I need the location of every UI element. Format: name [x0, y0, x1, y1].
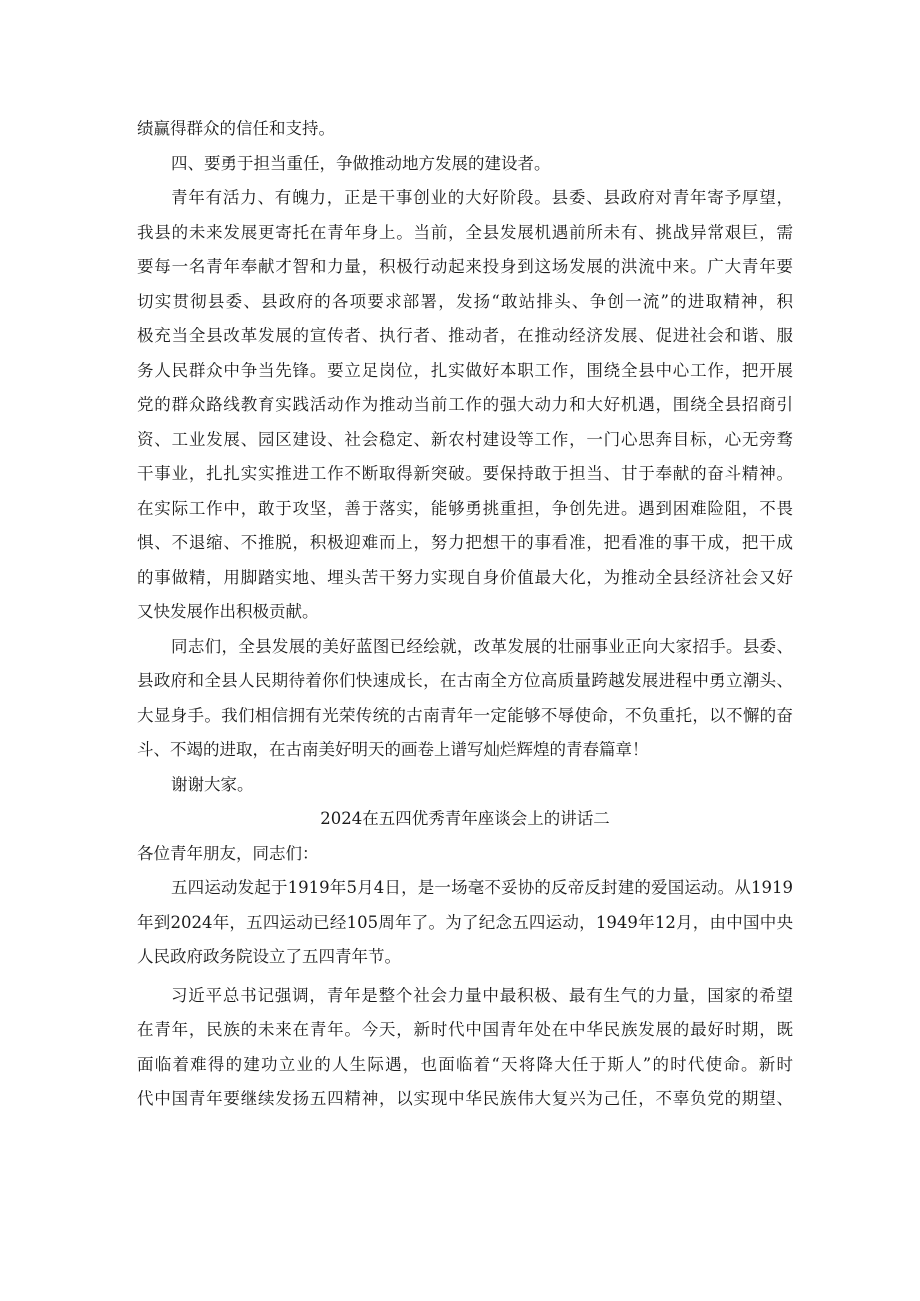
text-line: 斗、不竭的进取，在古南美好明天的画卷上谱写灿烂辉煌的青春篇章！ — [137, 740, 649, 759]
text-line: 绩赢得群众的信任和支持。 — [137, 119, 335, 138]
text-line: 又快发展作出积极贡献。 — [137, 602, 319, 621]
text-line: 我县的未来发展更寄托在青年身上。当前，全县发展机遇前所未有、挑战异常艰巨，需 — [137, 222, 793, 242]
text-line: 年到2024年，五四运动已经105周年了。为了纪念五四运动，1949年12月，由中国中央 — [137, 912, 793, 932]
text-line: 干事业，扎扎实实推进工作不断取得新突破。要保持敢于担当、甘于奉献的奋斗精神。 — [137, 464, 793, 483]
text-line: 五四运动发起于1919年5月4日，是一场毫不妥协的反帝反封建的爱国运动。从1919 — [171, 878, 793, 897]
paragraph-xi-emphasis — [137, 979, 793, 1117]
text-line: 面临着难得的建功立业的人生际遇，也面临着“天将降大任于斯人”的时代使命。新时 — [137, 1054, 793, 1074]
text-line: 青年有活力、有魄力，正是干事创业的大好阶段。县委、县政府对青年寄予厚望， — [171, 188, 793, 207]
text-line: 在实际工作中，敢于攻坚，善于落实，能够勇挑重担，争创先进。遇到困难险阻，不畏 — [137, 498, 793, 518]
text-line: 惧、不退缩、不推脱，积极迎难而上，努力把想干的事看准，把看准的事干成，把干成 — [137, 533, 793, 552]
closing-thanks: 谢谢大家。 — [171, 774, 254, 794]
text-line: 县政府和全县人民期待着你们快速成长，在古南全方位高质量跨越发展进程中勇立潮头、 — [137, 671, 793, 690]
text-line: 在青年，民族的未来在青年。今天，新时代中国青年处在中华民族发展的最好时期，既 — [137, 1020, 793, 1039]
text-line: 人民政府政务院设立了五四青年节。 — [137, 947, 401, 966]
text-line: 大显身手。我们相信拥有光荣传统的古南青年一定能够不辱使命，不负重托，以不懈的奋 — [137, 705, 793, 725]
text-line: 切实贯彻县委、县政府的各项要求部署，发扬“敢站排头、争创一流”的进取精神，积 — [137, 291, 793, 311]
text-line: 同志们，全县发展的美好蓝图已经绘就，改革发展的壮丽事业正向大家招手。县委、 — [171, 636, 793, 656]
document-body — [137, 112, 793, 1117]
speech-title-2: 2024在五四优秀青年座谈会上的讲话二 — [320, 809, 610, 828]
text-line: 党的群众路线教育实践活动作为推动当前工作的强大动力和大好机遇，围绕全县招商引 — [137, 395, 793, 414]
paragraph-comrades — [137, 630, 793, 768]
text-line: 资、工业发展、园区建设、社会稳定、新农村建设等工作，一门心思奔目标，心无旁骛 — [137, 429, 793, 449]
paragraph-may-fourth — [137, 871, 793, 975]
text-line: 各位青年朋友，同志们： — [137, 843, 319, 863]
text-line: 极充当全县改革发展的宣传者、执行者、推动者，在推动经济发展、促进社会和谐、服 — [137, 326, 793, 345]
section-heading-4: 四、要勇于担当重任，争做推动地方发展的建设者。 — [171, 153, 551, 173]
paragraph-youth-vitality — [137, 181, 793, 630]
paragraph-salutation — [137, 837, 793, 872]
text-line: 代中国青年要继续发扬五四精神，以实现中华民族伟大复兴为己任，不辜负党的期望、 — [137, 1089, 793, 1108]
paragraph-intro-tail — [137, 112, 793, 147]
text-line: 习近平总书记强调，青年是整个社会力量中最积极、最有生气的力量，国家的希望 — [171, 985, 793, 1005]
text-line: 务人民群众中争当先锋。要立足岗位，扎实做好本职工作，围绕全县中心工作，把开展 — [137, 360, 793, 380]
text-line: 的事做精，用脚踏实地、埋头苦干努力实现自身价值最大化，为推动全县经济社会又好 — [137, 567, 793, 587]
text-line: 要每一名青年奉献才智和力量，积极行动起来投身到这场发展的洪流中来。广大青年要 — [137, 257, 793, 276]
